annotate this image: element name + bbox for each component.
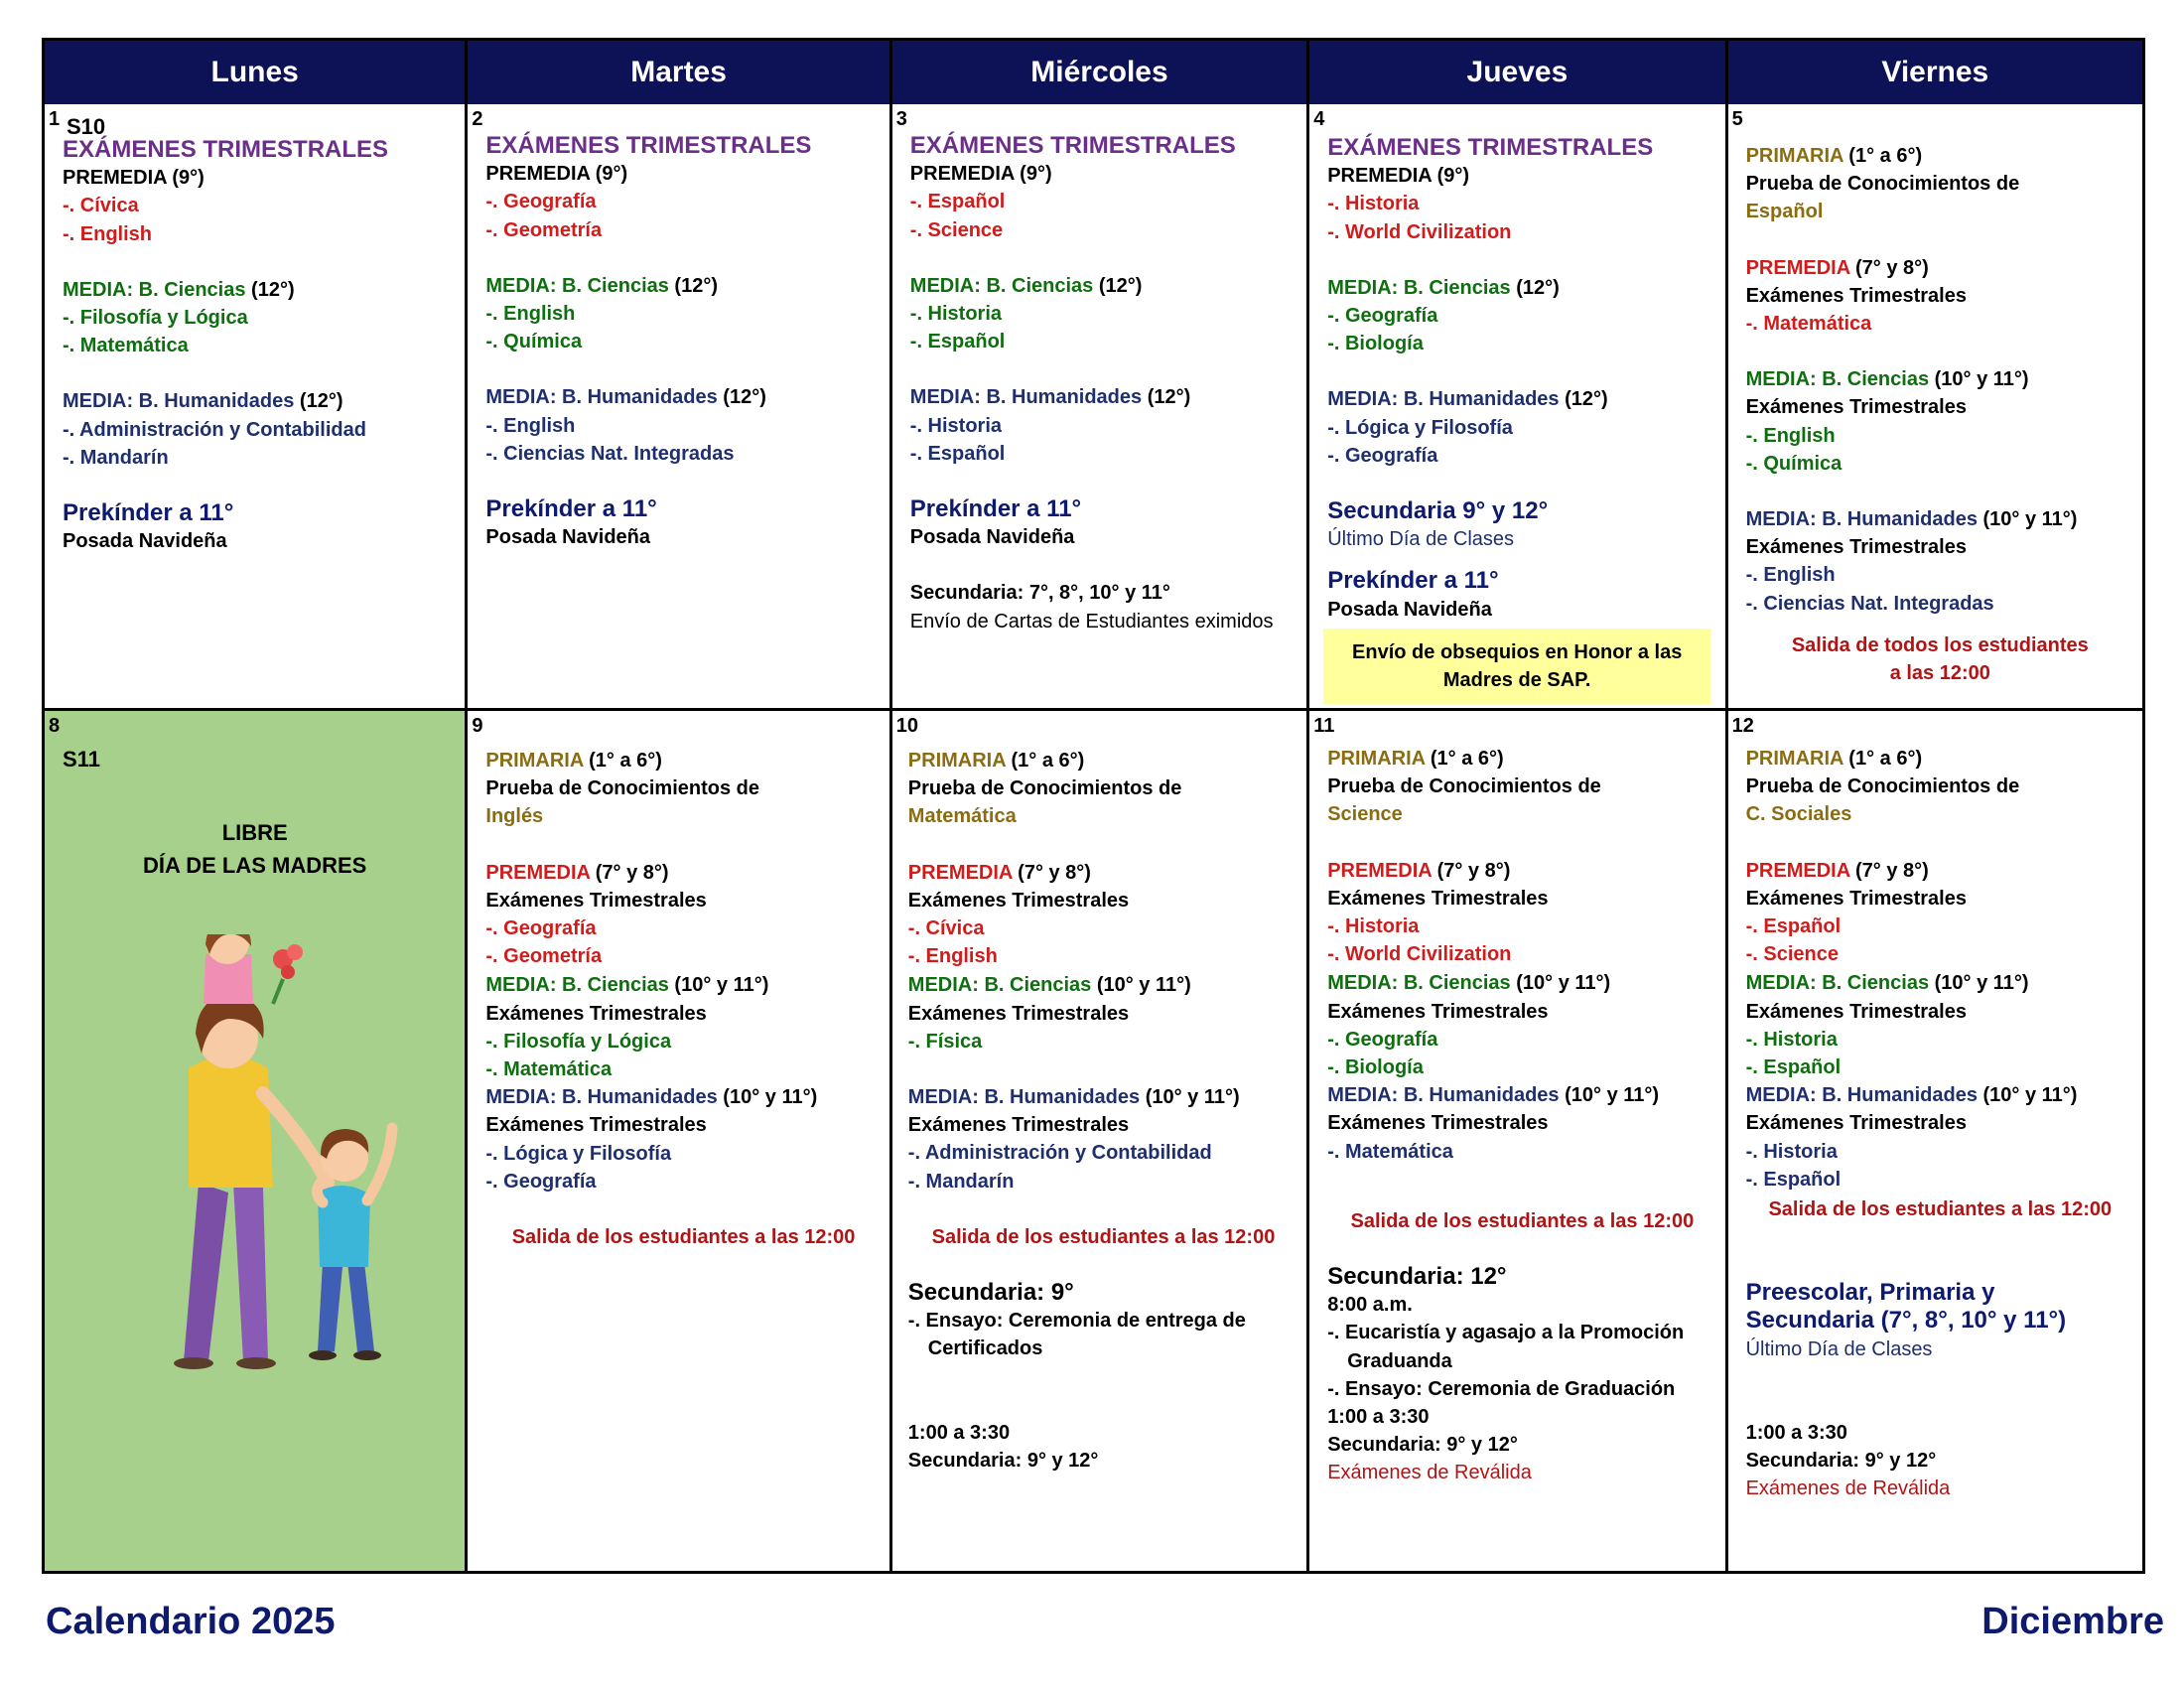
- dismissal-note: Salida de los estudiantes a las 12:00: [511, 1226, 856, 1249]
- subject-item: -. Geometría: [485, 218, 603, 241]
- subject-item: -. Biología: [1327, 1056, 1424, 1079]
- subject-item: -. Español: [909, 191, 1006, 213]
- event-text: Exámenes Trimestrales: [1745, 284, 1967, 307]
- event-text: Exámenes Trimestrales: [1327, 1112, 1549, 1135]
- event-text: Posada Navideña: [63, 530, 227, 553]
- media-humanidades-label: MEDIA: B. Humanidades (10° y 11°): [907, 1086, 1240, 1109]
- subject-item: -. Science: [909, 218, 1004, 241]
- subject-item: -. Geografía: [1327, 1028, 1438, 1051]
- subject-item: -. Español: [909, 331, 1006, 353]
- subject-item: -. Historia: [1327, 193, 1420, 215]
- subject-item: C. Sociales: [1745, 803, 1852, 826]
- event-heading: Secundaria: 7°, 8°, 10° y 11°: [909, 582, 1170, 605]
- primaria-label: PRIMARIA (1° a 6°): [1745, 145, 1923, 167]
- event-text: Exámenes Trimestrales: [485, 1002, 707, 1025]
- day-cell-9: [468, 711, 891, 1571]
- subject-item: -. Matemática: [63, 335, 189, 357]
- event-time: 1:00 a 3:30: [907, 1421, 1011, 1444]
- media-humanidades-label: MEDIA: B. Humanidades (12°): [63, 390, 343, 413]
- dismissal-note: a las 12:00: [1889, 662, 1990, 685]
- header-miercoles: Miércoles: [892, 41, 1309, 104]
- subject-item: -. English: [1745, 564, 1836, 587]
- day-cell-5: [1728, 104, 2142, 708]
- day-content: [1746, 745, 2134, 1502]
- event-text: Prueba de Conocimientos de: [1327, 775, 1601, 798]
- media-ciencias-label: MEDIA: B. Ciencias (12°): [485, 274, 718, 297]
- event-heading: Prekínder a 11°: [63, 499, 234, 527]
- event-text: Último Día de Clases: [1745, 1337, 1933, 1360]
- subject-item: -. Geografía: [485, 917, 597, 940]
- exam-title: EXÁMENES TRIMESTRALES: [485, 132, 812, 159]
- subject-item: -. Lógica y Filosofía: [1327, 416, 1513, 439]
- primaria-label: PRIMARIA (1° a 6°): [1745, 748, 1923, 770]
- calendar-month-title: Diciembre: [1981, 1601, 2164, 1642]
- day-cell-8: [45, 711, 468, 1571]
- event-text: Exámenes Trimestrales: [907, 889, 1130, 912]
- subject-item: -. Ciencias Nat. Integradas: [1745, 592, 1994, 615]
- event-heading: Secundaria (7°, 8°, 10° y 11°): [1745, 1307, 2067, 1335]
- event-text: Exámenes de Reválida: [1745, 1477, 1951, 1500]
- day-cell-2: [468, 104, 891, 708]
- event-heading: Prekínder a 11°: [1327, 567, 1499, 595]
- highlight-note: Envío de obsequios en Honor a las Madres de SAP.: [1323, 629, 1710, 704]
- event-text: Exámenes Trimestrales: [485, 1114, 707, 1137]
- day-number: 5: [1731, 108, 1743, 130]
- subject-item: -. Matemática: [1327, 1140, 1453, 1163]
- subject-item: -. English: [485, 303, 576, 326]
- header-viernes: Viernes: [1881, 56, 1989, 88]
- media-ciencias-label: MEDIA: B. Ciencias (10° y 11°): [1745, 368, 2029, 391]
- event-time: 8:00 a.m.: [1327, 1294, 1413, 1317]
- subject-item: -. Matemática: [485, 1058, 613, 1081]
- subject-item: -. Mandarín: [907, 1170, 1015, 1193]
- subject-item: -. Química: [1745, 452, 1843, 475]
- subject-item: -. Filosofía y Lógica: [63, 307, 248, 330]
- dismissal-note: Salida de los estudiantes a las 12:00: [1350, 1209, 1695, 1232]
- event-text: Exámenes Trimestrales: [485, 889, 707, 912]
- event-text: -. Ensayo: Ceremonia de Graduación: [1327, 1377, 1676, 1400]
- media-ciencias-label: MEDIA: B. Ciencias (10° y 11°): [485, 974, 769, 997]
- event-text: Prueba de Conocimientos de: [907, 777, 1182, 800]
- dismissal-note: Salida de todos los estudiantes: [1791, 633, 2089, 656]
- premedia-label: PREMEDIA (9°): [1327, 165, 1470, 188]
- primaria-label: PRIMARIA (1° a 6°): [1327, 748, 1504, 770]
- subject-item: -. Geografía: [485, 1170, 597, 1193]
- event-text: Último Día de Clases: [1327, 528, 1515, 551]
- subject-item: -. Historia: [1745, 1028, 1838, 1051]
- event-text: Secundaria: 9° y 12°: [1745, 1450, 1937, 1473]
- event-text: Exámenes Trimestrales: [1745, 1000, 1967, 1023]
- subject-item: -. Español: [1745, 915, 1842, 938]
- day-number: 12: [1731, 715, 1754, 737]
- subject-item: -. Español: [909, 442, 1006, 465]
- media-ciencias-label: MEDIA: B. Ciencias (10° y 11°): [1327, 972, 1611, 995]
- subject-item: Inglés: [485, 805, 544, 828]
- event-text: Exámenes Trimestrales: [1327, 887, 1549, 910]
- event-heading: Secundaria 9° y 12°: [1327, 497, 1549, 525]
- event-text: Certificados: [927, 1337, 1043, 1360]
- event-text: Posada Navideña: [485, 526, 651, 549]
- exam-title: EXÁMENES TRIMESTRALES: [909, 132, 1236, 159]
- subject-item: -. World Civilization: [1327, 220, 1512, 243]
- media-ciencias-label: MEDIA: B. Ciencias (12°): [909, 274, 1143, 297]
- header-jueves: Jueves: [1309, 41, 1727, 104]
- day-content: [485, 132, 881, 551]
- premedia-label: PREMEDIA (7° y 8°): [1745, 256, 1929, 279]
- day-number: 2: [472, 108, 483, 130]
- subject-item: -. Física: [907, 1030, 983, 1053]
- event-time: 1:00 a 3:30: [1745, 1421, 1847, 1444]
- event-text: Envío de Cartas de Estudiantes eximidos: [909, 610, 1274, 633]
- premedia-label: PREMEDIA (9°): [909, 163, 1052, 186]
- day-content: [485, 747, 881, 1251]
- subject-item: -. Administración y Contabilidad: [63, 418, 366, 441]
- dismissal-note: Salida de los estudiantes a las 12:00: [931, 1225, 1276, 1248]
- primaria-label: PRIMARIA (1° a 6°): [485, 750, 662, 772]
- premedia-label: PREMEDIA (9°): [485, 163, 628, 186]
- holiday-label: LIBRE: [221, 820, 288, 845]
- subject-item: -. English: [485, 414, 576, 437]
- event-heading: Prekínder a 11°: [909, 495, 1082, 523]
- subject-item: -. Historia: [1327, 915, 1420, 938]
- subject-item: -. English: [907, 945, 998, 968]
- day-number: 1: [49, 108, 61, 130]
- day-number: 10: [895, 715, 919, 737]
- event-heading: Secundaria: 9°: [907, 1279, 1074, 1307]
- event-text: Posada Navideña: [909, 526, 1075, 549]
- subject-item: -. Química: [485, 331, 583, 353]
- day-content: [63, 136, 457, 555]
- mother-children-illustration: [124, 934, 452, 1371]
- event-time: 1:00 a 3:30: [1327, 1406, 1430, 1429]
- subject-item: -. English: [1745, 424, 1836, 447]
- event-text: Posada Navideña: [1327, 598, 1492, 621]
- event-text: -. Ensayo: Ceremonia de entrega de: [907, 1310, 1246, 1333]
- primaria-label: PRIMARIA (1° a 6°): [907, 750, 1085, 772]
- subject-item: -. Biología: [1327, 333, 1424, 355]
- event-text: Secundaria: 9° y 12°: [1327, 1434, 1518, 1457]
- media-humanidades-label: MEDIA: B. Humanidades (12°): [1327, 388, 1608, 411]
- week-label: S11: [63, 747, 100, 772]
- calendar-year-title: Calendario 2025: [46, 1601, 336, 1642]
- media-humanidades-label: MEDIA: B. Humanidades (10° y 11°): [1327, 1084, 1660, 1107]
- dismissal-note: Salida de los estudiantes a las 12:00: [1768, 1198, 2113, 1221]
- subject-item: -. Historia: [909, 303, 1003, 326]
- subject-item: -. Mandarín: [63, 446, 169, 469]
- subject-item: -. Español: [1745, 1056, 1842, 1079]
- media-ciencias-label: MEDIA: B. Ciencias (12°): [1327, 276, 1560, 299]
- subject-item: -. Ciencias Nat. Integradas: [485, 442, 735, 465]
- week-row-1: [45, 104, 2142, 711]
- event-text: Exámenes Trimestrales: [907, 1002, 1130, 1025]
- exam-title: EXÁMENES TRIMESTRALES: [63, 136, 389, 163]
- day-cell-4: [1309, 104, 1727, 708]
- subject-item: -. Matemática: [1745, 313, 1872, 336]
- premedia-label: PREMEDIA (9°): [63, 167, 205, 190]
- week-row-2: [45, 711, 2142, 1571]
- day-content: [908, 747, 1298, 1475]
- day-number: 8: [49, 715, 61, 737]
- subject-item: -. Geografía: [1327, 444, 1438, 467]
- media-humanidades-label: MEDIA: B. Humanidades (12°): [485, 386, 766, 409]
- subject-item: -. Historia: [1745, 1140, 1838, 1163]
- subject-item: -. Geografía: [1327, 305, 1438, 328]
- subject-item: Español: [1745, 201, 1824, 223]
- event-text: Exámenes de Reválida: [1327, 1462, 1532, 1484]
- premedia-label: PREMEDIA (7° y 8°): [1327, 859, 1511, 882]
- event-heading: Secundaria: 12°: [1327, 1263, 1507, 1291]
- event-text: Exámenes Trimestrales: [1745, 396, 1967, 419]
- event-heading: Preescolar, Primaria y: [1745, 1279, 1995, 1307]
- calendar-grid: [42, 38, 2145, 1574]
- subject-item: -. Geografía: [485, 191, 597, 213]
- subject-item: -. Cívica: [907, 917, 985, 940]
- subject-item: -. Filosofía y Lógica: [485, 1030, 672, 1053]
- day-number: 9: [472, 715, 483, 737]
- event-text: Secundaria: 9° y 12°: [907, 1449, 1099, 1472]
- premedia-label: PREMEDIA (7° y 8°): [1745, 859, 1929, 882]
- subject-item: -. Cívica: [63, 195, 139, 217]
- header-lunes: Lunes: [45, 41, 468, 104]
- event-text: Exámenes Trimestrales: [1745, 536, 1967, 559]
- day-number: 11: [1313, 715, 1335, 737]
- event-text: Prueba de Conocimientos de: [1745, 775, 2020, 798]
- day-number: 3: [895, 108, 907, 130]
- event-text: Prueba de Conocimientos de: [485, 777, 759, 800]
- subject-item: -. English: [63, 222, 152, 245]
- media-ciencias-label: MEDIA: B. Ciencias (10° y 11°): [1745, 972, 2029, 995]
- subject-item: -. Science: [1745, 943, 1839, 966]
- day-content: [1327, 745, 1716, 1487]
- event-text: Exámenes Trimestrales: [1327, 1000, 1549, 1023]
- media-humanidades-label: MEDIA: B. Humanidades (10° y 11°): [1745, 508, 2078, 531]
- media-humanidades-label: MEDIA: B. Humanidades (10° y 11°): [485, 1086, 818, 1109]
- subject-item: Matemática: [907, 805, 1017, 828]
- event-text: -. Eucaristía y agasajo a la Promoción: [1327, 1322, 1685, 1344]
- day-content: [910, 132, 1298, 635]
- premedia-label: PREMEDIA (7° y 8°): [907, 861, 1091, 884]
- subject-item: -. Historia: [909, 414, 1003, 437]
- event-text: Exámenes Trimestrales: [1745, 887, 1967, 910]
- event-text: Exámenes Trimestrales: [1745, 1112, 1967, 1135]
- week-label: S10: [67, 114, 106, 139]
- media-ciencias-label: MEDIA: B. Ciencias (10° y 11°): [907, 974, 1191, 997]
- media-humanidades-label: MEDIA: B. Humanidades (10° y 11°): [1745, 1084, 2078, 1107]
- event-text: Prueba de Conocimientos de: [1745, 173, 2020, 196]
- event-text: Graduanda: [1347, 1349, 1452, 1372]
- holiday-name: DÍA DE LAS MADRES: [143, 853, 367, 878]
- day-cell-12: [1728, 711, 2142, 1571]
- subject-item: -. Administración y Contabilidad: [907, 1142, 1212, 1165]
- subject-item: -. Geometría: [485, 945, 603, 968]
- event-heading: Prekínder a 11°: [485, 495, 657, 523]
- subject-item: -. Lógica y Filosofía: [485, 1142, 672, 1165]
- subject-item: -. World Civilization: [1327, 943, 1512, 966]
- subject-item: -. Español: [1745, 1168, 1842, 1191]
- day-content: [1327, 134, 1716, 624]
- media-ciencias-label: MEDIA: B. Ciencias (12°): [63, 278, 295, 301]
- media-humanidades-label: MEDIA: B. Humanidades (12°): [909, 386, 1191, 409]
- day-number: 4: [1313, 108, 1325, 130]
- day-cell-3: [892, 104, 1309, 708]
- day-cell-10: [892, 711, 1309, 1571]
- subject-item: Science: [1327, 803, 1403, 826]
- day-cell-1: [45, 104, 468, 708]
- premedia-label: PREMEDIA (7° y 8°): [485, 861, 669, 884]
- day-content: [1746, 142, 2134, 687]
- day-cell-11: [1309, 711, 1727, 1571]
- weekday-header-row: [45, 41, 2142, 104]
- header-martes: Martes: [468, 41, 891, 104]
- exam-title: EXÁMENES TRIMESTRALES: [1327, 134, 1654, 161]
- event-text: Exámenes Trimestrales: [907, 1114, 1130, 1137]
